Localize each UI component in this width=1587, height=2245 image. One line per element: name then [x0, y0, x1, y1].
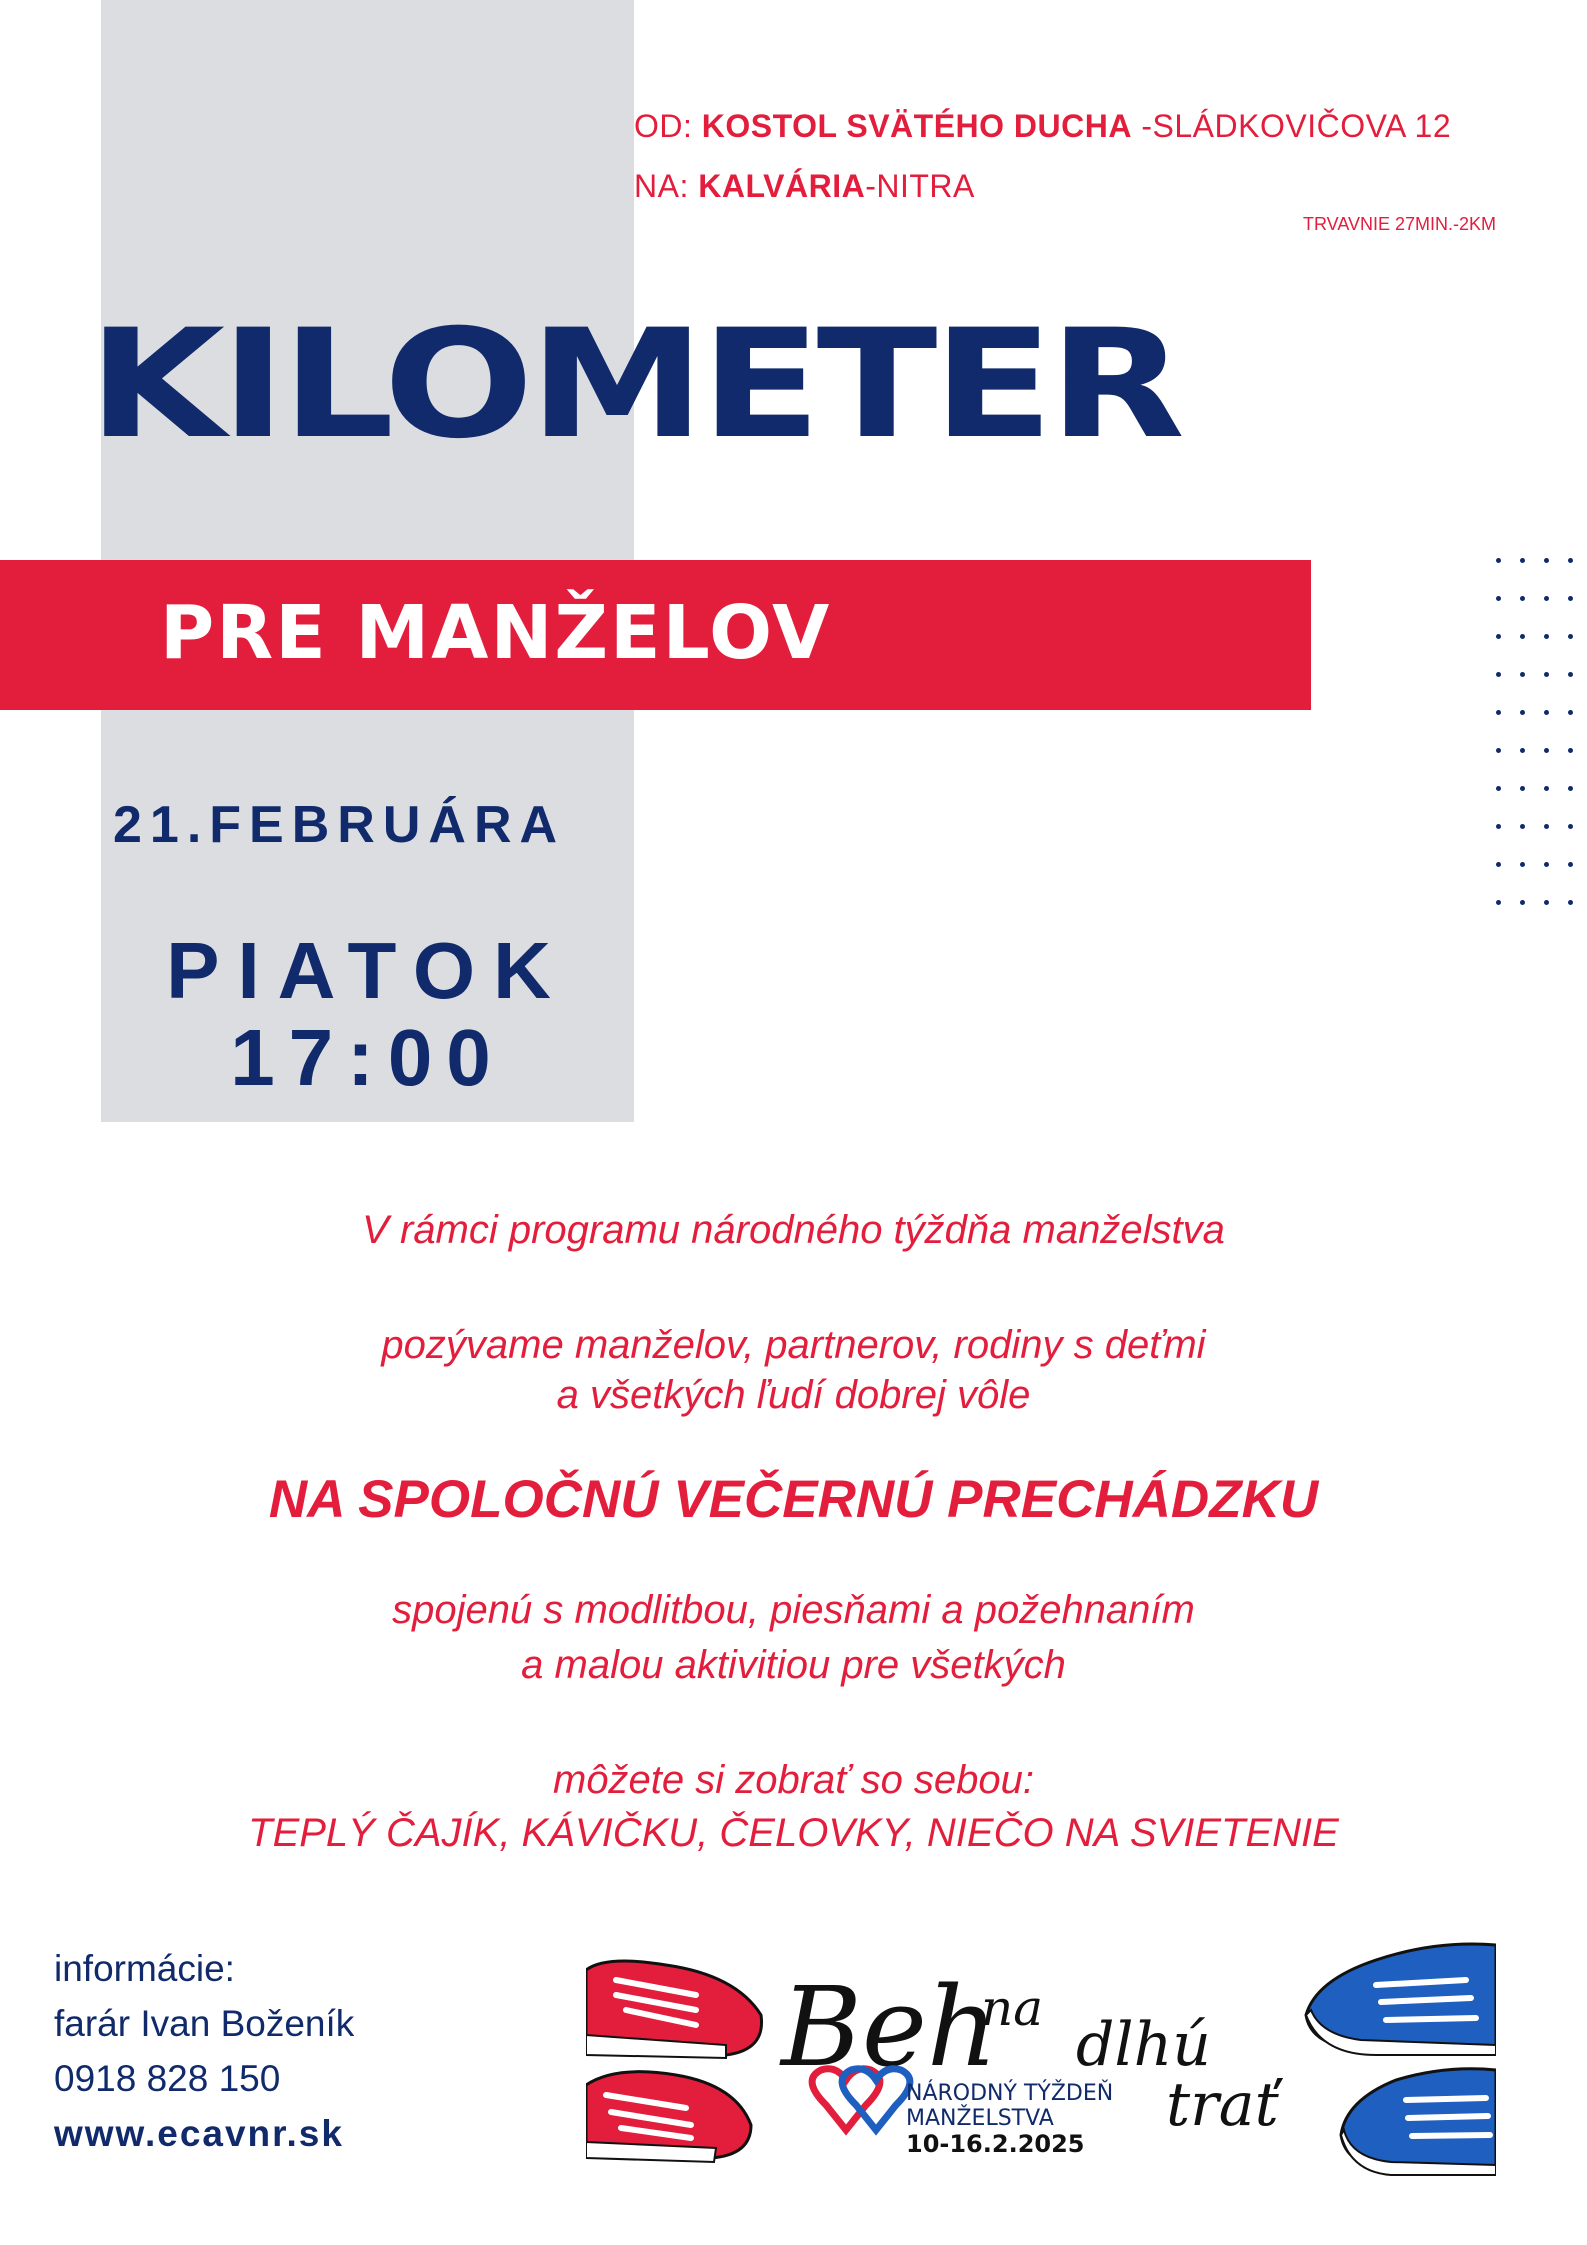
route-from-name: KOSTOL SVÄTÉHO DUCHA	[701, 108, 1132, 144]
dot-decoration	[1568, 748, 1573, 753]
dot-decoration	[1496, 558, 1501, 563]
invite-text-1: pozývame manželov, partnerov, rodiny s deťmi	[381, 1323, 1206, 1367]
dot-decoration	[1520, 748, 1525, 753]
event-day: PIATOK	[166, 926, 569, 1015]
dot-decoration	[1568, 824, 1573, 829]
route-to-prefix: NA:	[634, 168, 699, 204]
intro-text: V rámci programu národného týždňa manželstva	[362, 1208, 1225, 1252]
logo-line2: MANŽELSTVA	[906, 2106, 1054, 2131]
route-from-prefix: OD:	[634, 108, 702, 144]
dot-decoration	[1496, 710, 1501, 715]
poster-subtitle: PRE MANŽELOV	[160, 590, 832, 676]
info-name: farár Ivan Boženík	[54, 2003, 355, 2044]
program-text-2: a malou aktivitiou pre všetkých	[521, 1643, 1066, 1687]
walk-headline: NA SPOLOČNÚ VEČERNÚ PRECHÁDZKU	[268, 1470, 1319, 1529]
logo-dates: 10-16.2.2025	[906, 2130, 1085, 2158]
info-website[interactable]: www.ecavnr.sk	[54, 2113, 344, 2154]
dot-decoration	[1568, 596, 1573, 601]
dot-decoration	[1520, 672, 1525, 677]
dot-decoration	[1520, 786, 1525, 791]
route-duration: TRVAVNIE 27MIN.-2KM	[1303, 214, 1497, 234]
dot-decoration	[1568, 862, 1573, 867]
blue-shoe-icon	[1341, 2069, 1496, 2175]
route-to	[634, 168, 975, 205]
blue-shoe-icon	[1306, 1944, 1496, 2055]
logo-dlhu: dlhú	[1076, 2010, 1211, 2080]
dot-decoration	[1520, 710, 1525, 715]
dot-decoration	[1520, 900, 1525, 905]
event-date: 21.FEBRUÁRA	[113, 796, 566, 854]
event-logo	[586, 1940, 1496, 2195]
poster-title: KILOMETER	[88, 298, 1181, 472]
logo-na: na	[981, 1979, 1044, 2037]
logo-line1: NÁRODNÝ TÝŽDEŇ	[906, 2081, 1114, 2106]
dot-decoration	[1568, 634, 1573, 639]
dot-decoration	[1496, 634, 1501, 639]
dot-decoration	[1544, 824, 1549, 829]
invite-text-2: a všetkých ľudí dobrej vôle	[556, 1373, 1031, 1417]
logo-trat: trať	[1166, 2070, 1279, 2140]
dot-decoration	[1568, 558, 1573, 563]
dot-decoration	[1568, 900, 1573, 905]
dot-decoration	[1544, 862, 1549, 867]
dot-decoration	[1520, 596, 1525, 601]
route-from	[634, 108, 1451, 145]
dot-decoration	[1520, 862, 1525, 867]
program-text-1: spojenú s modlitbou, piesňami a požehnaním	[392, 1588, 1195, 1632]
info-label: informácie:	[54, 1948, 235, 1989]
dot-decoration	[1496, 862, 1501, 867]
dot-decoration	[1568, 672, 1573, 677]
dot-decoration	[1544, 596, 1549, 601]
dot-decoration	[1496, 672, 1501, 677]
red-shoe-icon	[586, 2072, 751, 2162]
dot-decoration	[1520, 824, 1525, 829]
dot-decoration	[1568, 710, 1573, 715]
dot-decoration	[1544, 634, 1549, 639]
dot-decoration	[1496, 786, 1501, 791]
red-shoe-icon	[586, 1961, 762, 2058]
dot-decoration	[1544, 558, 1549, 563]
route-to-name: KALVÁRIA	[698, 168, 866, 204]
logo-beh: Beh	[781, 1963, 998, 2091]
bring-text-2: TEPLÝ ČAJÍK, KÁVIČKU, ČELOVKY, NIEČO NA SVIETENIE	[248, 1811, 1339, 1855]
route-to-suffix: -NITRA	[865, 168, 975, 204]
dot-decoration	[1544, 900, 1549, 905]
dot-decoration	[1496, 824, 1501, 829]
dot-decoration	[1544, 710, 1549, 715]
dot-decoration	[1496, 748, 1501, 753]
event-time: 17:00	[230, 1013, 505, 1102]
dot-decoration	[1496, 596, 1501, 601]
bring-text-1: môžete si zobrať so sebou:	[552, 1758, 1035, 1802]
dot-decoration	[1520, 558, 1525, 563]
info-phone: 0918 828 150	[54, 2058, 281, 2099]
dot-grid-decoration	[1496, 558, 1576, 918]
dot-decoration	[1520, 634, 1525, 639]
dot-decoration	[1544, 672, 1549, 677]
dot-decoration	[1544, 786, 1549, 791]
dot-decoration	[1568, 786, 1573, 791]
dot-decoration	[1544, 748, 1549, 753]
dot-decoration	[1496, 900, 1501, 905]
route-from-suffix: -SLÁDKOVIČOVA 12	[1131, 108, 1452, 144]
